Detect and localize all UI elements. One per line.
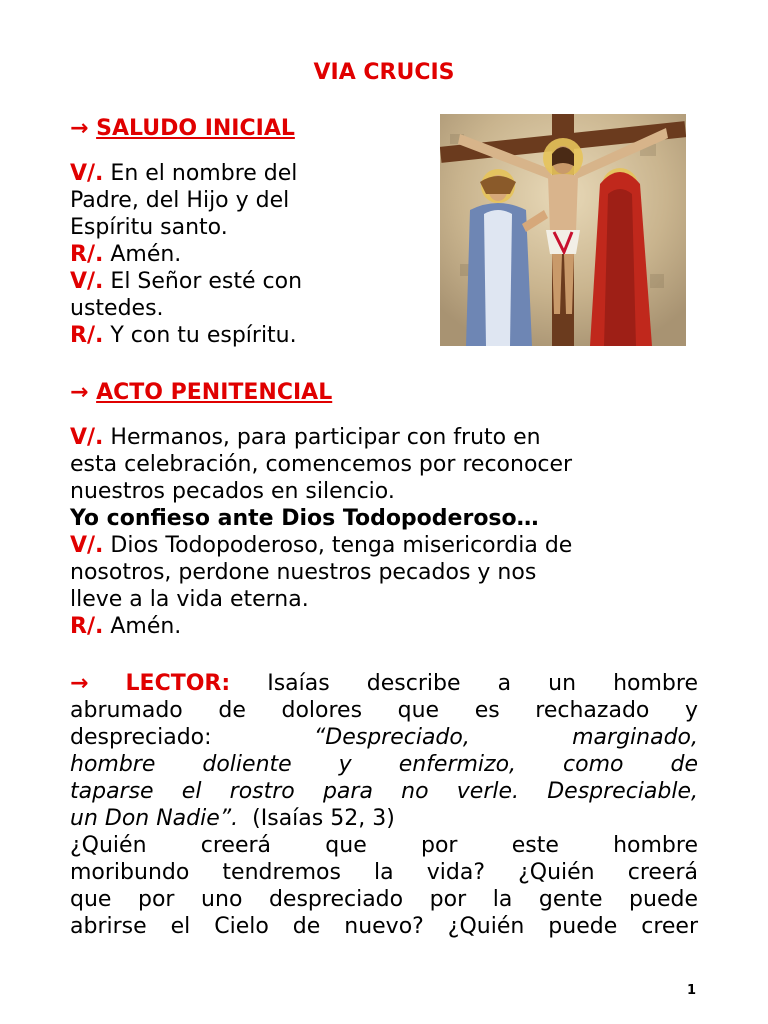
saludo-text: Espíritu santo. (70, 215, 228, 240)
lector-line: abrirse el Cielo de nuevo? ¿Quién puede creer (70, 914, 698, 939)
saludo-text: Y con tu espíritu. (103, 323, 297, 348)
document-title: VIA CRUCIS (313, 60, 455, 85)
saludo-line (70, 322, 302, 349)
lector-block (70, 670, 698, 940)
saludo-line (70, 295, 302, 322)
lector-line (70, 724, 698, 751)
section-heading-saludo (70, 116, 295, 141)
versicle-mark: V/. (70, 533, 104, 558)
lector-line: abrumado de dolores que es rechazado y (70, 698, 698, 723)
response-mark: R/. (70, 323, 104, 348)
saludo-text: ustedes. (70, 296, 164, 321)
saludo-block (70, 160, 302, 349)
response-mark: R/. (70, 242, 104, 267)
saludo-text: En el nombre del (103, 161, 298, 186)
saludo-line (70, 268, 302, 295)
saludo-text: Amén. (103, 242, 182, 267)
penitencial-text: Dios Todopoderoso, tenga misericordia de (103, 533, 573, 558)
arrow-icon: → (70, 671, 89, 696)
lector-line: ¿Quién creerá que por este hombre (70, 833, 698, 858)
penitencial-block (70, 424, 572, 640)
penitencial-text: Hermanos, para participar con fruto en (103, 425, 541, 450)
penitencial-line: esta celebración, comencemos por reconocer (70, 452, 573, 477)
saludo-text: Padre, del Hijo y del (70, 188, 290, 213)
saludo-line (70, 214, 302, 241)
lector-quote-line: hombre doliente y enfermizo, como de (70, 752, 698, 777)
lector-line (70, 670, 698, 697)
saludo-text: El Señor esté con (103, 269, 303, 294)
versicle-mark: V/. (70, 161, 104, 186)
penitencial-line (70, 532, 572, 559)
arrow-icon: → (70, 116, 89, 141)
penitencial-line (70, 613, 572, 640)
response-mark: R/. (70, 614, 104, 639)
penitencial-line: nuestros pecados en silencio. (70, 479, 395, 504)
versicle-mark: V/. (70, 425, 104, 450)
penitencial-line: nosotros, perdone nuestros pecados y nos (70, 560, 537, 585)
lector-line: que por uno despreciado por la gente puede (70, 887, 698, 912)
penitencial-line (70, 424, 572, 451)
saludo-line (70, 160, 302, 187)
page-number: 1 (686, 983, 696, 998)
penitencial-text: Amén. (103, 614, 182, 639)
section-heading-saludo-label: SALUDO INICIAL (96, 116, 295, 141)
section-heading-penitencial-label: ACTO PENITENCIAL (96, 380, 333, 405)
lector-quote: “Despreciado, marginado, (313, 725, 699, 750)
saludo-line (70, 241, 302, 268)
lector-quote: un Don Nadie”. (70, 806, 239, 831)
saludo-line (70, 187, 302, 214)
lector-line (70, 805, 698, 832)
scripture-reference: (Isaías 52, 3) (252, 806, 395, 831)
confieso-line: Yo confieso ante Dios Todopoderoso… (70, 506, 539, 531)
lector-text: despreciado: (70, 725, 212, 750)
section-heading-penitencial (70, 380, 332, 405)
penitencial-line: lleve a la vida eterna. (70, 587, 309, 612)
lector-text: Isaías describe a un hombre (267, 671, 698, 696)
crucifixion-image (440, 114, 686, 346)
lector-quote-line: taparse el rostro para no verle. Despreciable, (70, 779, 698, 804)
arrow-icon: → (70, 380, 89, 405)
lector-line: moribundo tendremos la vida? ¿Quién creerá (70, 860, 698, 885)
versicle-mark: V/. (70, 269, 104, 294)
lector-label: LECTOR: (125, 671, 231, 696)
